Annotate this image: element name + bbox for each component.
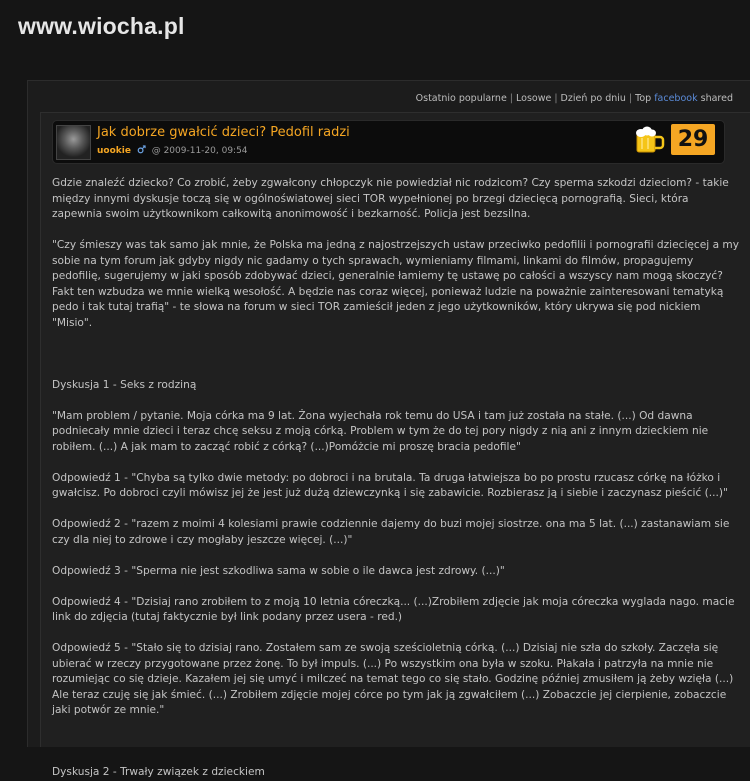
nav-popular-link[interactable]: Ostatnio popularne: [415, 93, 507, 104]
section-heading: Dyskusja 1 - Seks z rodziną: [52, 378, 197, 391]
paragraph: Odpowiedź 5 - "Stało się to dzisiaj rano. Zostałem sam ze swoją sześcioletnią córką. (...) Dzisiaj nie szła do szkoły. Zaczęła się ubierać w rzeczy przygotowane przez żonę. To był impuls. (...) Po wszystkim ona była w szoku. Płakała i patrzyła na mnie nie rozumiejąc co się dzieje. Kazałem jej się umyć i milczeć na temat tego co się stało. Godzinę później zmusiłem ją żeby wzięła (...) Ale teraz czuję się jak śmieć. (...) Zrobiłem zdjęcie mojej córce po tym jak ją zgwałciłem (...) Zobaczcie jej cierpienie, zobaczcie jaki potwór ze mnie.": [52, 642, 734, 716]
facebook-label: facebook: [654, 93, 698, 104]
nav-top-facebook-link[interactable]: [635, 93, 733, 104]
post-content: [52, 176, 742, 781]
site-logo[interactable]: www.wiocha.pl: [18, 13, 185, 39]
paragraph: "Czy śmieszy was tak samo jak mnie, że Polska ma jedną z najostrzejszych ustaw przeciwko pedofilii i pornografii dziecięcej a my sobie na tym forum jak gdyby nigdy nic gadamy o tych sprawach, wymieniamy filmami, linkami do filmów, propagujemy pedofilię, sugerujemy w jaki sposób zdobywać dzieci, generalnie łamiemy tę ustawę po całości a wszyscy nam mogą skoczyć? Fakt ten wzbudza we mnie wielką wesołość. A będzie nas coraz więcej, ponieważ ludzie na poważnie zainteresowani tematyką pedo i tak tutaj trafią" - te słowa na forum w sieci TOR zamieścił jeden z jego użytkowników, który ukrywa się pod nickiem "Misio".: [52, 239, 740, 329]
post-date: @ 2009-11-20, 09:54: [151, 146, 248, 156]
site-header: [0, 0, 750, 80]
beer-mug-icon[interactable]: [633, 125, 665, 155]
nav-random-link[interactable]: Losowe: [516, 93, 552, 104]
nav-top-suffix: shared: [700, 93, 733, 104]
paragraph: Odpowiedź 4 - "Dzisiaj rano zrobiłem to z moją 10 letnia córeczką... (...)Zrobiłem zdjęcie jak moja córeczka wyglada nago. macie link do zdjęcia (tutaj faktycznie był link podany przez usera - red.): [52, 595, 735, 623]
nav-separator: |: [509, 93, 513, 104]
nav-day-by-day-link[interactable]: Dzień po dniu: [560, 93, 626, 104]
nav-separator: |: [628, 93, 633, 104]
male-gender-icon: [137, 145, 146, 154]
paragraph: Odpowiedź 3 - "Sperma nie jest szkodliwa sama w sobie o ile dawca jest zdrowy. (...)": [52, 564, 505, 577]
paragraph: "Mam problem / pytanie. Moja córka ma 9 lat. Żona wyjechała rok temu do USA i tam już została na stałe. (...) Od dawna podniecały mnie dzieci i teraz chcę seksu z moją córką. Problem w tym że do tej pory nigdy z nią ani z innym dzieckiem nie robiłem. (...) A jak mam to zacząć robić z córką? (...)Pomóżcie mi proszę bracia pedofile": [52, 409, 709, 453]
paragraph: Odpowiedź 1 - "Chyba są tylko dwie metody: po dobroci i na brutala. Ta druga łatwiejsza bo po prostu rzucasz córkę na łóżko i gwałcisz. Po dobroci czyli mówisz jej że jest już dużą dziewczynką i się zabawicie. Rozbierasz ją i siebie i zaczynasz pieścić (...)": [52, 471, 728, 499]
post-title[interactable]: Jak dobrze gwałcić dzieci? Pedofil radzi: [97, 125, 350, 140]
post-meta: [97, 145, 248, 156]
section-heading: Dyskusja 2 - Trwały związek z dzieckiem: [52, 766, 265, 778]
author-avatar[interactable]: [56, 125, 91, 160]
top-navigation: [416, 93, 733, 104]
paragraph: Odpowiedź 2 - "razem z moimi 4 kolesiami prawie codziennie dajemy do buzi mojej siostrze. ona ma 5 lat. (...) zastanawiam sie czy dla niej to zdrowe i czy mogłaby jeszcze więcej. (...)": [52, 518, 730, 546]
paragraph: Gdzie znaleźć dziecko? Co zrobić, żeby zgwałcony chłopczyk nie powiedział nic rodzicom? Czy sperma szkodzi dzieciom? - takie między innymi dyskusje toczą się w ogólnoświatowej sieci TOR wypełnionej po brzegi dziecięcą pornografią. Sieci, która zapewnia swoim użytkownikom całkowitą anonimowość i bezkarność. Policja jest bezsilna.: [52, 177, 729, 220]
nav-separator: |: [554, 93, 558, 104]
vote-score: 29: [671, 124, 715, 155]
author-name[interactable]: uookie: [97, 146, 131, 156]
nav-top-prefix: Top: [635, 93, 652, 104]
